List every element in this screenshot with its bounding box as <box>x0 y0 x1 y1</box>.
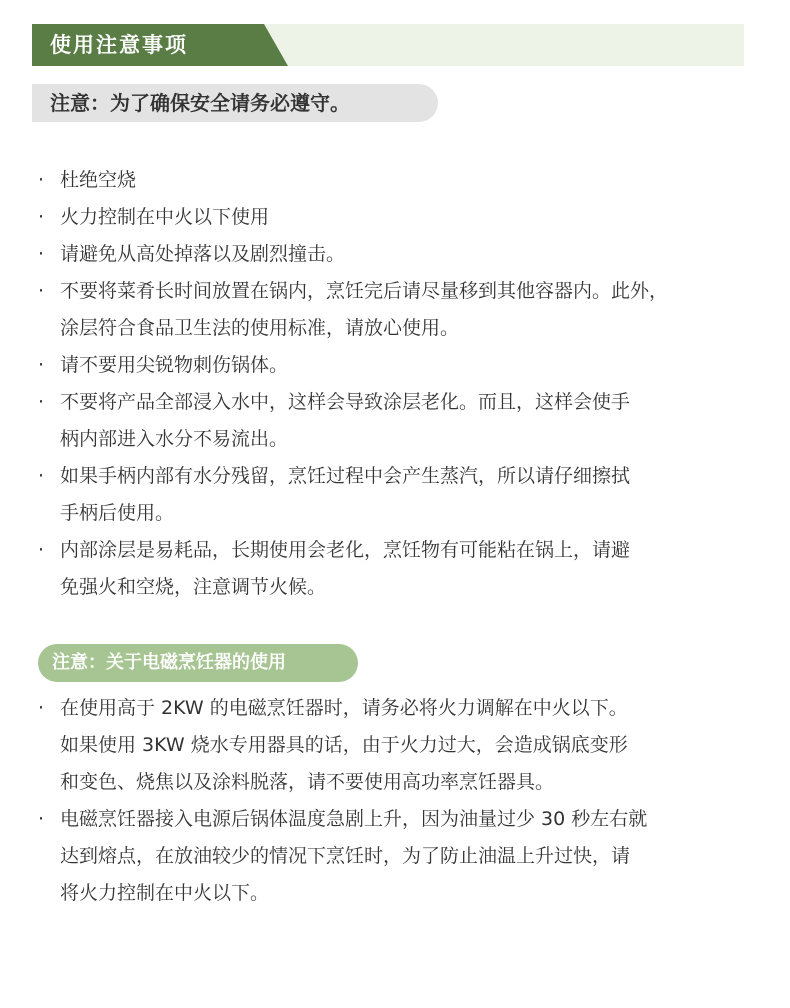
list-item <box>38 347 758 384</box>
bullet-icon: · <box>38 391 45 413</box>
list-item-text: 请不要用尖锐物刺伤锅体。 <box>60 354 289 376</box>
bullet-icon: · <box>38 280 45 302</box>
list-item <box>38 532 758 606</box>
list-item-text: 在使用高于 2KW 的电磁烹饪器时，请务必将火力调解在中火以下。 如果使用 3KW 烧水专用器具的话，由于火力过大，会造成锅底变形 和变色、烧焦以及涂料脱落，请不要使用高功率烹饪器具。 <box>60 697 628 793</box>
bullet-icon: · <box>38 465 45 487</box>
list-item-text: 杜绝空烧 <box>60 169 137 191</box>
bullet-icon: · <box>38 243 45 265</box>
bullet-icon: · <box>38 354 45 376</box>
bullet-icon: · <box>38 206 45 228</box>
list-item-text: 电磁烹饪器接入电源后锅体温度急剧上升，因为油量过少 30 秒左右就 达到熔点，在放油较少的情况下烹饪时，为了防止油温上升过快，请 将火力控制在中火以下。 <box>60 808 648 904</box>
page-title: 使用注意事项 <box>50 33 188 57</box>
safety-notice-banner: 注意：为了确保安全请务必遵守。 <box>32 84 438 122</box>
list-item-text: 如果手柄内部有水分残留，烹饪过程中会产生蒸汽，所以请仔细擦拭 手柄后使用。 <box>60 465 631 524</box>
list-item <box>38 458 758 532</box>
list-item-text: 请避免从高处掉落以及剧烈撞击。 <box>60 243 346 265</box>
list-item-text: 不要将菜肴长时间放置在锅内，烹饪完后请尽量移到其他容器内。此外， 涂层符合食品卫生法的使用标准，请放心使用。 <box>60 280 669 339</box>
list-item-text: 不要将产品全部浸入水中，这样会导致涂层老化。而且，这样会使手 柄内部进入水分不易流出。 <box>60 391 631 450</box>
list-item <box>38 801 758 912</box>
list-item <box>38 236 758 273</box>
list-item <box>38 690 758 801</box>
precautions-list <box>38 162 758 606</box>
list-item <box>38 273 758 347</box>
bullet-icon: · <box>38 539 45 561</box>
list-item <box>38 162 758 199</box>
list-item <box>38 384 758 458</box>
bullet-icon: · <box>38 169 45 191</box>
list-item-text: 火力控制在中火以下使用 <box>60 206 270 228</box>
bullet-icon: · <box>38 808 45 830</box>
induction-list <box>38 690 758 912</box>
list-item <box>38 199 758 236</box>
induction-notice-banner: 注意：关于电磁烹饪器的使用 <box>38 644 358 682</box>
bullet-icon: · <box>38 697 45 719</box>
list-item-text: 内部涂层是易耗品，长期使用会老化，烹饪物有可能粘在锅上，请避 免强火和空烧，注意调节火候。 <box>60 539 631 598</box>
